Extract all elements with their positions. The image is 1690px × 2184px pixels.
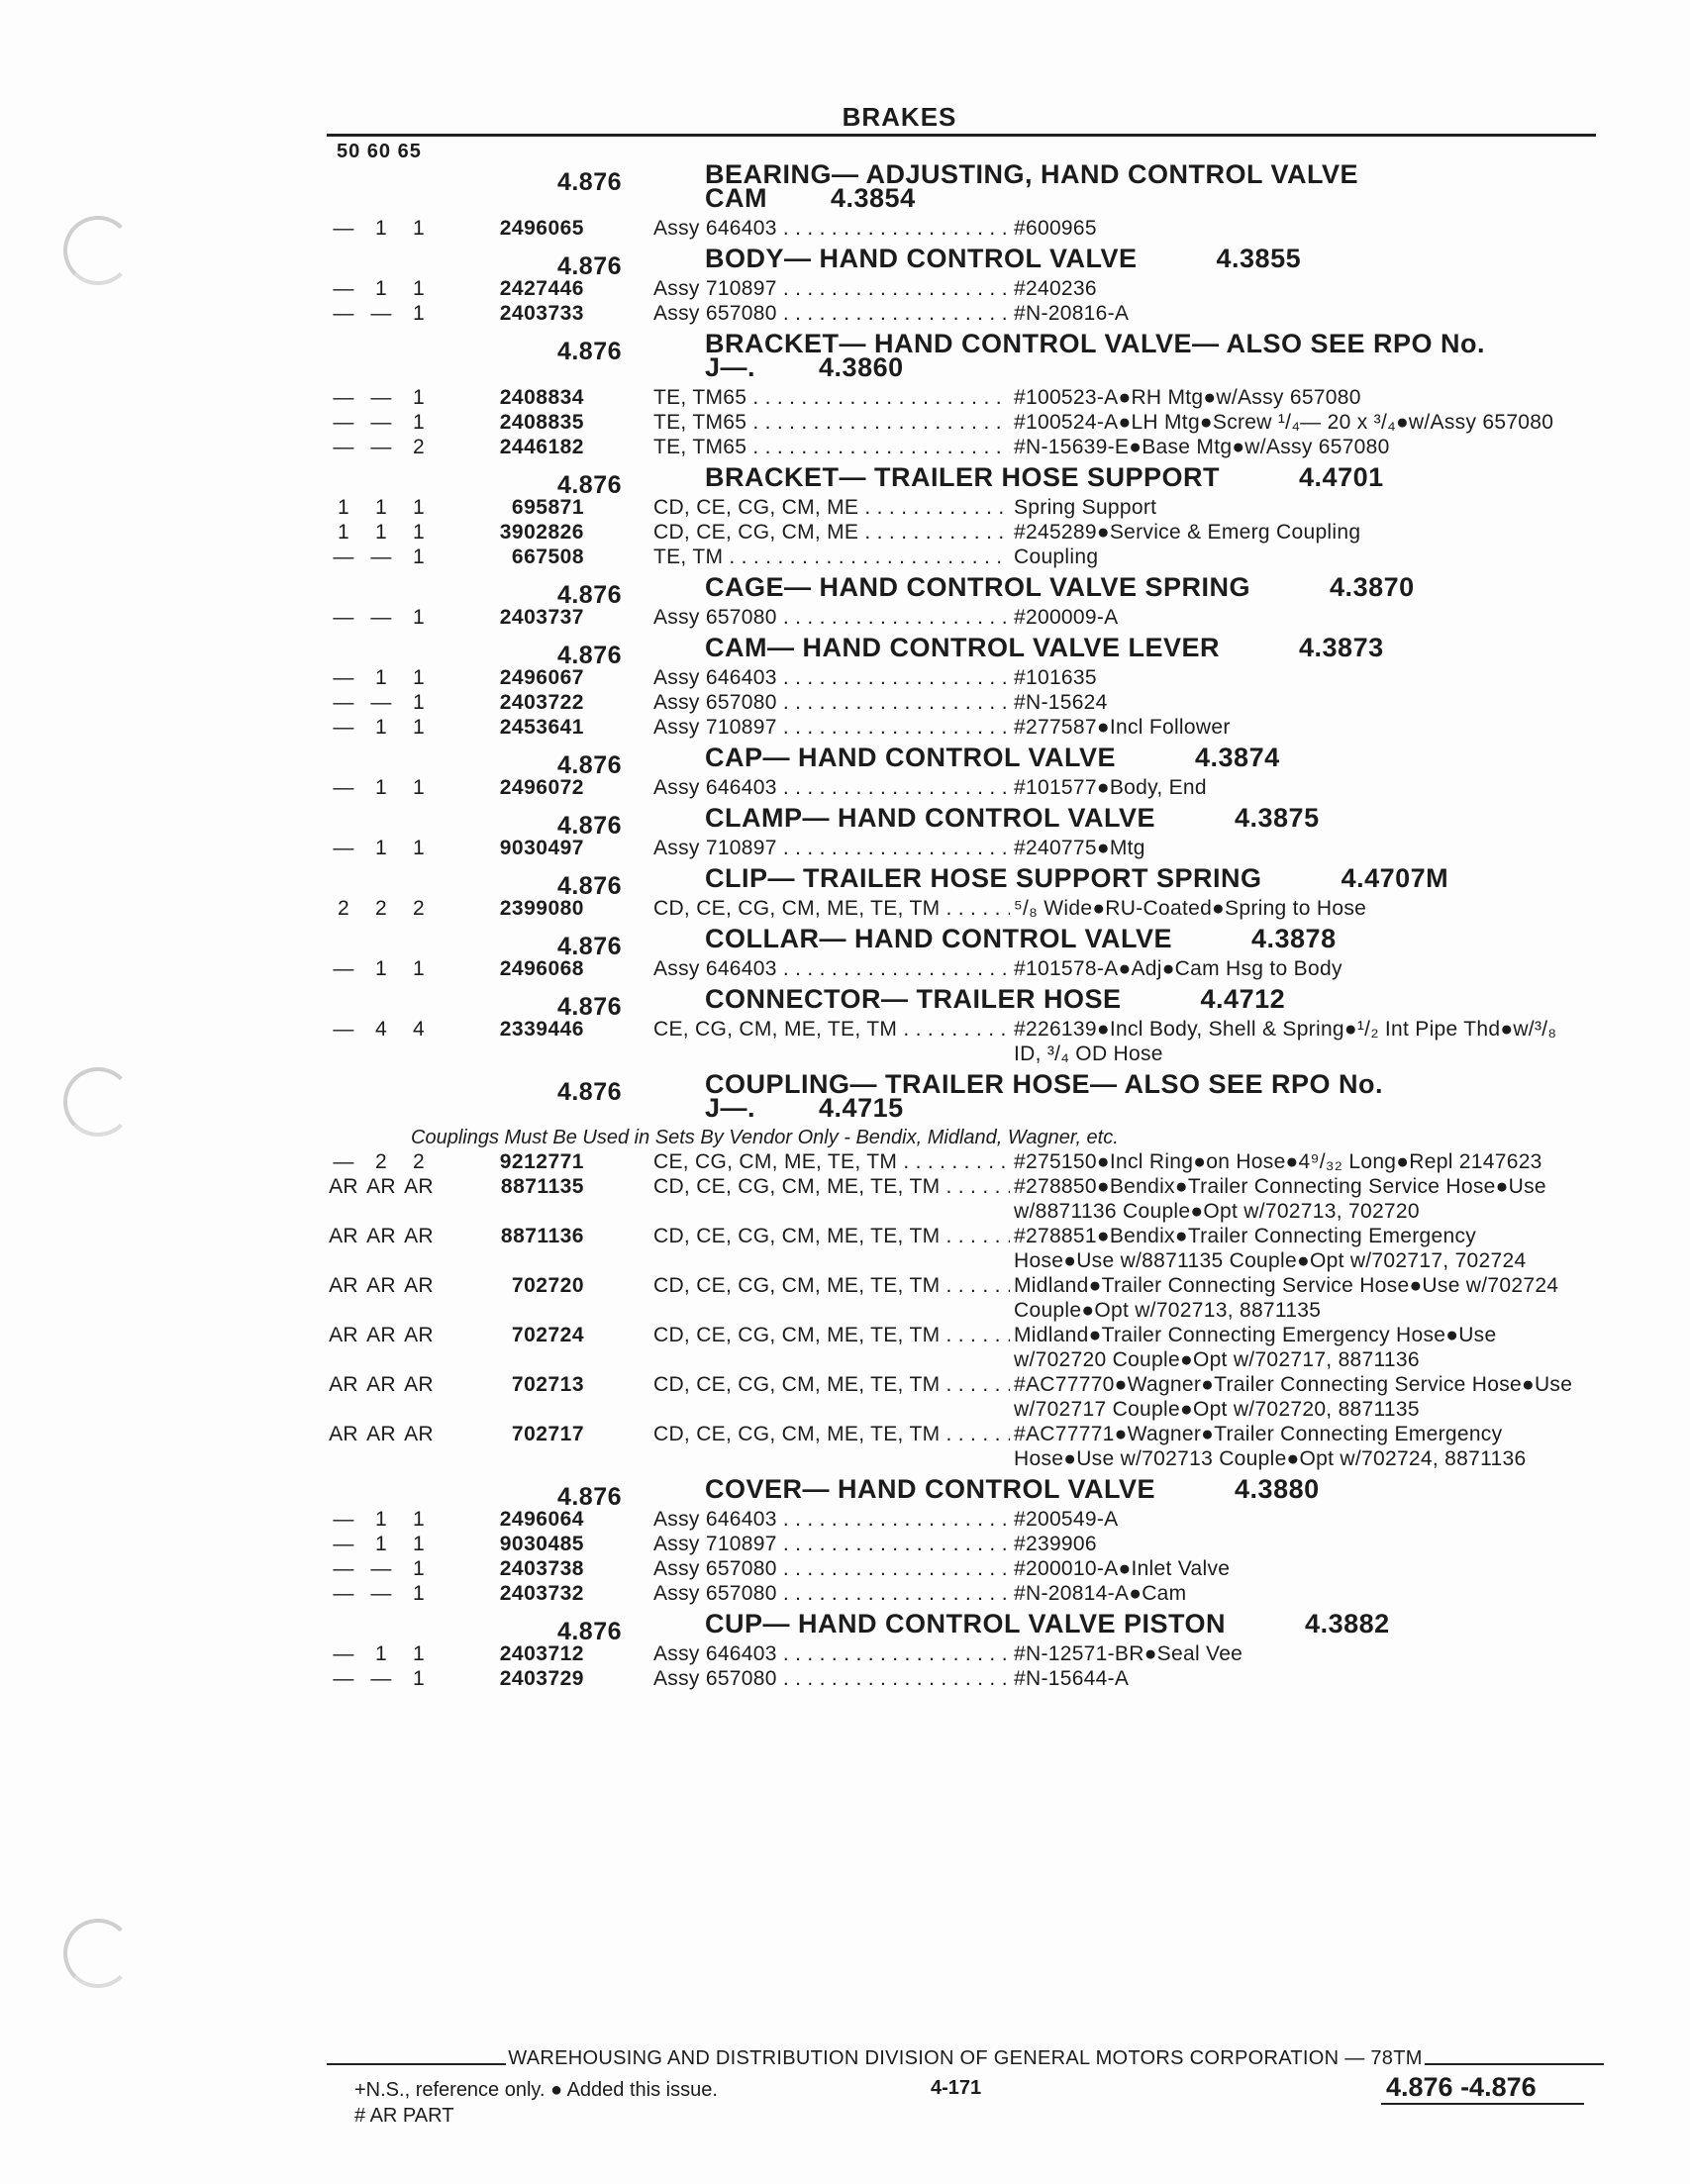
year-65-qty: AR <box>404 1324 434 1346</box>
year-65-qty: 1 <box>413 666 425 689</box>
year-65-qty: 4 <box>413 1018 425 1041</box>
year-60-qty: — <box>370 302 392 325</box>
section-title: CONNECTOR— TRAILER HOSE 4.4712 <box>705 984 1286 1014</box>
part-application: CD, CE, CG, CM, ME . . . <box>653 495 1010 520</box>
part-application: Assy 657080 . . . <box>653 605 1010 630</box>
part-number: 2427446 <box>499 277 584 300</box>
part-row <box>327 690 1604 715</box>
section-code: 4.876 <box>556 993 622 1021</box>
part-application: CD, CE, CG, CM, ME, TE, TM . . . <box>653 1273 1010 1323</box>
part-row <box>327 301 1604 326</box>
part-row <box>327 495 1604 520</box>
year-60-qty: 1 <box>375 521 387 544</box>
year-65-qty: 1 <box>413 1508 425 1531</box>
year-60-qty: 1 <box>375 217 387 240</box>
year-50-qty: — <box>333 1533 354 1555</box>
binder-hole-top <box>63 216 133 285</box>
part-row <box>327 1422 1604 1471</box>
section-title: BEARING— ADJUSTING, HAND CONTROL VALVE CAM 4.3854 <box>705 159 1359 213</box>
model-years-header: 50 60 65 <box>337 141 422 162</box>
part-row <box>327 1666 1604 1691</box>
year-60-qty: 1 <box>375 277 387 300</box>
section-header <box>327 803 1604 840</box>
section-header <box>327 462 1604 499</box>
part-note: #240236 <box>1014 277 1097 300</box>
part-note: Spring Support <box>1014 496 1157 519</box>
part-note: #N-15624 <box>1014 691 1108 714</box>
section-code: 4.876 <box>556 471 622 499</box>
section-header <box>327 572 1604 609</box>
year-50-qty: — <box>333 1667 354 1690</box>
year-60-qty: 1 <box>375 837 387 859</box>
section-title: BRACKET— TRAILER HOSE SUPPORT 4.4701 <box>705 462 1384 492</box>
year-65-qty: 1 <box>413 1557 425 1580</box>
part-number: 2403733 <box>499 302 584 325</box>
footer-line <box>327 2047 1604 2070</box>
binder-hole-middle <box>63 1067 133 1137</box>
page-number: 4-171 <box>931 2077 982 2099</box>
year-50-qty: AR <box>329 1175 358 1198</box>
year-60-qty: 2 <box>375 1150 387 1173</box>
year-50-qty: — <box>333 217 354 240</box>
part-row <box>327 1017 1604 1066</box>
year-65-qty: 1 <box>413 496 425 519</box>
year-50-qty: — <box>333 606 354 629</box>
part-number: 9212771 <box>499 1150 584 1173</box>
year-50-qty: 1 <box>338 521 349 544</box>
page-range: 4.876 -4.876 <box>1386 2072 1537 2102</box>
year-65-qty: 1 <box>413 716 425 739</box>
part-note: Coupling <box>1014 546 1099 568</box>
part-number: 695871 <box>511 496 584 519</box>
year-65-qty: 1 <box>413 691 425 714</box>
year-60-qty: — <box>370 436 392 458</box>
part-row <box>327 1323 1604 1372</box>
year-50-qty: — <box>333 302 354 325</box>
year-60-qty: AR <box>366 1423 396 1445</box>
part-row <box>327 1224 1604 1273</box>
section-title: CLIP— TRAILER HOSE SUPPORT SPRING 4.4707M <box>705 863 1449 893</box>
legend-line-2: # AR PART <box>354 2105 454 2127</box>
part-row <box>327 1581 1604 1606</box>
year-65-qty: 1 <box>413 277 425 300</box>
part-number: 702713 <box>511 1373 584 1396</box>
year-65-qty: 1 <box>413 521 425 544</box>
year-60-qty: — <box>370 546 392 568</box>
year-50-qty: — <box>333 1508 354 1531</box>
section-title: BRACKET— HAND CONTROL VALVE— ALSO SEE RPO No. J—. 4.3860 <box>705 329 1486 382</box>
section-title: CAGE— HAND CONTROL VALVE SPRING 4.3870 <box>705 572 1415 602</box>
year-60-qty: — <box>370 411 392 434</box>
part-number: 2403729 <box>499 1667 584 1690</box>
part-row <box>327 775 1604 800</box>
year-65-qty: 2 <box>413 1150 425 1173</box>
year-60-qty: 1 <box>375 496 387 519</box>
year-50-qty: — <box>333 1642 354 1665</box>
part-row <box>327 1532 1604 1556</box>
year-60-qty: 1 <box>375 1508 387 1531</box>
part-number: 702717 <box>511 1423 584 1445</box>
part-number: 2408834 <box>499 386 584 409</box>
part-note: #100523-A●RH Mtg●w/Assy 657080 <box>1014 386 1361 409</box>
part-application: Assy 710897 . . . <box>653 276 1010 301</box>
part-number: 2403738 <box>499 1557 584 1580</box>
part-note: Midland●Trailer Connecting Service Hose●Use w/702724 Couple●Opt w/702713, 8871135 <box>1014 1274 1559 1322</box>
part-note: #278851●Bendix●Trailer Connecting Emergency Hose●Use w/8871135 Couple●Opt w/702717, 702724 <box>1014 1225 1527 1272</box>
part-note: #AC77770●Wagner●Trailer Connecting Service Hose●Use w/702717 Couple●Opt w/702720, 8871135 <box>1014 1373 1573 1421</box>
part-number: 2403712 <box>499 1642 584 1665</box>
part-note: #239906 <box>1014 1533 1097 1555</box>
footer-rule-right <box>1425 2063 1604 2065</box>
year-65-qty: 1 <box>413 837 425 859</box>
part-number: 9030497 <box>499 837 584 859</box>
part-row <box>327 435 1604 459</box>
section-code: 4.876 <box>556 338 622 365</box>
part-note: Midland●Trailer Connecting Emergency Hose●Use w/702720 Couple●Opt w/702717, 8871136 <box>1014 1324 1497 1371</box>
section-header <box>327 244 1604 280</box>
year-65-qty: 1 <box>413 411 425 434</box>
section-code: 4.876 <box>556 168 622 196</box>
part-application: CD, CE, CG, CM, ME . . . <box>653 520 1010 545</box>
section-title: COVER— HAND CONTROL VALVE 4.3880 <box>705 1474 1320 1504</box>
year-65-qty: AR <box>404 1225 434 1247</box>
part-number: 2496072 <box>499 776 584 799</box>
year-50-qty: AR <box>329 1324 358 1346</box>
part-note: #N-12571-BR●Seal Vee <box>1014 1642 1243 1665</box>
part-application: CD, CE, CG, CM, ME, TE, TM . . . <box>653 1174 1010 1224</box>
section-title: CAP— HAND CONTROL VALVE 4.3874 <box>705 743 1280 772</box>
part-application: TE, TM . . . <box>653 545 1010 569</box>
year-65-qty: 2 <box>413 436 425 458</box>
part-application: CD, CE, CG, CM, ME, TE, TM . . . <box>653 1422 1010 1471</box>
year-50-qty: — <box>333 1018 354 1041</box>
part-application: Assy 646403 . . . <box>653 665 1010 690</box>
year-50-qty: — <box>333 691 354 714</box>
year-60-qty: — <box>370 1557 392 1580</box>
part-number: 3902826 <box>499 521 584 544</box>
part-row <box>327 1641 1604 1666</box>
section-header <box>327 863 1604 900</box>
section-code: 4.876 <box>556 642 622 669</box>
year-60-qty: AR <box>366 1225 396 1247</box>
year-65-qty: AR <box>404 1423 434 1445</box>
year-65-qty: 1 <box>413 302 425 325</box>
part-note: ⁵/₈ Wide●RU-Coated●Spring to Hose <box>1014 897 1367 920</box>
year-50-qty: AR <box>329 1274 358 1297</box>
year-60-qty: — <box>370 1667 392 1690</box>
year-50-qty: — <box>333 411 354 434</box>
part-application: Assy 657080 . . . <box>653 1581 1010 1606</box>
part-note: #101635 <box>1014 666 1097 689</box>
part-row <box>327 1507 1604 1532</box>
part-number: 2403737 <box>499 606 584 629</box>
year-65-qty: 1 <box>413 1667 425 1690</box>
section-title: CLAMP— HAND CONTROL VALVE 4.3875 <box>705 803 1320 833</box>
part-number: 2399080 <box>499 897 584 920</box>
year-60-qty: 1 <box>375 957 387 980</box>
legend-line-1: +N.S., reference only. ● Added this issue. <box>354 2079 718 2101</box>
section-header <box>327 924 1604 960</box>
section-code: 4.876 <box>556 812 622 840</box>
part-application: TE, TM65 . . . <box>653 435 1010 459</box>
section-title: COUPLING— TRAILER HOSE— ALSO SEE RPO No. J—. 4.4715 <box>705 1069 1384 1123</box>
part-note: #N-15644-A <box>1014 1667 1130 1690</box>
year-60-qty: 1 <box>375 666 387 689</box>
part-note: #600965 <box>1014 217 1097 240</box>
section-code: 4.876 <box>556 1078 622 1106</box>
section-note: Couplings Must Be Used in Sets By Vendor Only - Bendix, Midland, Wagner, etc. <box>411 1127 1119 1148</box>
part-number: 2339446 <box>499 1018 584 1041</box>
part-application: Assy 646403 . . . <box>653 1507 1010 1532</box>
year-60-qty: AR <box>366 1274 396 1297</box>
part-note: #101578-A●Adj●Cam Hsg to Body <box>1014 957 1342 980</box>
year-65-qty: 1 <box>413 1582 425 1605</box>
part-number: 2496067 <box>499 666 584 689</box>
part-row <box>327 1273 1604 1323</box>
part-row <box>327 1556 1604 1581</box>
year-65-qty: 1 <box>413 606 425 629</box>
year-65-qty: 1 <box>413 546 425 568</box>
part-row <box>327 956 1604 981</box>
year-60-qty: — <box>370 691 392 714</box>
part-application: CD, CE, CG, CM, ME, TE, TM . . . <box>653 1224 1010 1273</box>
part-number: 9030485 <box>499 1533 584 1555</box>
part-note: #200009-A <box>1014 606 1119 629</box>
part-application: Assy 657080 . . . <box>653 1666 1010 1691</box>
part-row <box>327 836 1604 860</box>
section-code: 4.876 <box>556 1483 622 1511</box>
year-60-qty: 1 <box>375 776 387 799</box>
part-application: CD, CE, CG, CM, ME, TE, TM . . . <box>653 1372 1010 1422</box>
part-application: Assy 646403 . . . <box>653 956 1010 981</box>
year-65-qty: 2 <box>413 897 425 920</box>
page-title: BRAKES <box>842 102 957 132</box>
year-50-qty: — <box>333 1150 354 1173</box>
year-65-qty: AR <box>404 1373 434 1396</box>
year-50-qty: — <box>333 957 354 980</box>
year-50-qty: — <box>333 386 354 409</box>
part-number: 2408835 <box>499 411 584 434</box>
part-number: 702720 <box>511 1274 584 1297</box>
part-number: 667508 <box>511 546 584 568</box>
part-row <box>327 715 1604 740</box>
section-title: COLLAR— HAND CONTROL VALVE 4.3878 <box>705 924 1337 953</box>
part-row <box>327 276 1604 301</box>
part-application: TE, TM65 . . . <box>653 410 1010 435</box>
part-application: Assy 710897 . . . <box>653 836 1010 860</box>
part-application: Assy 646403 . . . <box>653 1641 1010 1666</box>
year-65-qty: 1 <box>413 386 425 409</box>
part-note: #101577●Body, End <box>1014 776 1207 799</box>
year-50-qty: — <box>333 716 354 739</box>
year-50-qty: — <box>333 277 354 300</box>
part-row <box>327 520 1604 545</box>
section-code: 4.876 <box>556 581 622 609</box>
part-application: Assy 657080 . . . <box>653 1556 1010 1581</box>
part-row <box>327 410 1604 435</box>
year-50-qty: — <box>333 1582 354 1605</box>
year-50-qty: 2 <box>338 897 349 920</box>
part-note: #N-20814-A●Cam <box>1014 1582 1187 1605</box>
section-header <box>327 159 1604 213</box>
year-60-qty: 1 <box>375 1642 387 1665</box>
part-row <box>327 896 1604 921</box>
part-note: #277587●Incl Follower <box>1014 716 1231 739</box>
year-50-qty: AR <box>329 1373 358 1396</box>
year-50-qty: — <box>333 776 354 799</box>
section-header <box>327 633 1604 669</box>
year-60-qty: 1 <box>375 716 387 739</box>
part-row <box>327 605 1604 630</box>
year-50-qty: — <box>333 666 354 689</box>
part-note: #245289●Service & Emerg Coupling <box>1014 521 1361 544</box>
part-row <box>327 216 1604 241</box>
section-code: 4.876 <box>556 872 622 900</box>
part-note: #275150●Incl Ring●on Hose●4⁹/₃₂ Long●Repl 2147623 <box>1014 1150 1542 1173</box>
section-header <box>327 1069 1604 1123</box>
section-code: 4.876 <box>556 252 622 280</box>
part-row <box>327 1174 1604 1224</box>
part-note: #200010-A●Inlet Valve <box>1014 1557 1231 1580</box>
part-number: 8871135 <box>500 1175 584 1198</box>
year-50-qty: AR <box>329 1423 358 1445</box>
section-header <box>327 984 1604 1021</box>
year-50-qty: AR <box>329 1225 358 1247</box>
part-number: 2403732 <box>499 1582 584 1605</box>
part-row <box>327 385 1604 410</box>
part-application: Assy 657080 . . . <box>653 690 1010 715</box>
year-60-qty: — <box>370 386 392 409</box>
parts-list <box>327 159 1604 1691</box>
footer-rule-left <box>327 2063 506 2065</box>
year-60-qty: AR <box>366 1373 396 1396</box>
part-application: Assy 646403 . . . <box>653 775 1010 800</box>
part-application: CD, CE, CG, CM, ME, TE, TM . . . <box>653 1323 1010 1372</box>
year-60-qty: — <box>370 606 392 629</box>
legend <box>354 2077 718 2129</box>
part-application: Assy 710897 . . . <box>653 1532 1010 1556</box>
section-header <box>327 329 1604 382</box>
footer-text: WAREHOUSING AND DISTRIBUTION DIVISION OF GENERAL MOTORS CORPORATION — 78TM <box>508 2047 1423 2069</box>
binder-hole-bottom <box>63 1919 133 1988</box>
part-application: Assy 710897 . . . <box>653 715 1010 740</box>
section-code: 4.876 <box>556 1618 622 1645</box>
part-note: #240775●Mtg <box>1014 837 1145 859</box>
part-note: #N-15639-E●Base Mtg●w/Assy 657080 <box>1014 436 1390 458</box>
part-number: 2496064 <box>499 1508 584 1531</box>
year-50-qty: 1 <box>338 496 349 519</box>
part-note: #278850●Bendix●Trailer Connecting Service Hose●Use w/8871136 Couple●Opt w/702713, 702720 <box>1014 1175 1546 1223</box>
section-title: BODY— HAND CONTROL VALVE 4.3855 <box>705 244 1302 273</box>
year-60-qty: 1 <box>375 1533 387 1555</box>
part-application: Assy 657080 . . . <box>653 301 1010 326</box>
part-number: 702724 <box>511 1324 584 1346</box>
part-note: #100524-A●LH Mtg●Screw ¹/₄— 20 x ³/₄●w/Assy 657080 <box>1014 411 1554 434</box>
part-application: Assy 646403 . . . <box>653 216 1010 241</box>
part-number: 8871136 <box>500 1225 584 1247</box>
part-note: #226139●Incl Body, Shell & Spring●¹/₂ Int Pipe Thd●w/³/₈ ID, ³/₄ OD Hose <box>1014 1018 1557 1065</box>
page-range-rule <box>1381 2103 1584 2105</box>
year-65-qty: 1 <box>413 1533 425 1555</box>
part-number: 2446182 <box>499 436 584 458</box>
part-application: TE, TM65 . . . <box>653 385 1010 410</box>
section-title: CUP— HAND CONTROL VALVE PISTON 4.3882 <box>705 1609 1390 1638</box>
year-65-qty: AR <box>404 1175 434 1198</box>
year-50-qty: — <box>333 837 354 859</box>
section-header <box>327 1474 1604 1511</box>
part-application: CE, CG, CM, ME, TE, TM . . . <box>653 1149 1010 1174</box>
year-60-qty: 2 <box>375 897 387 920</box>
part-note: #200549-A <box>1014 1508 1119 1531</box>
header-rule <box>327 134 1596 137</box>
year-65-qty: 1 <box>413 217 425 240</box>
year-65-qty: 1 <box>413 1642 425 1665</box>
year-50-qty: — <box>333 436 354 458</box>
part-application: CD, CE, CG, CM, ME, TE, TM . . . <box>653 896 1010 921</box>
part-note: #AC77771●Wagner●Trailer Connecting Emergency Hose●Use w/702713 Couple●Opt w/702724, 8871136 <box>1014 1423 1527 1470</box>
part-note: #N-20816-A <box>1014 302 1130 325</box>
part-number: 2403722 <box>499 691 584 714</box>
part-row <box>327 1372 1604 1422</box>
section-header <box>327 743 1604 779</box>
year-65-qty: 1 <box>413 776 425 799</box>
year-65-qty: 1 <box>413 957 425 980</box>
part-row <box>327 545 1604 569</box>
year-65-qty: AR <box>404 1274 434 1297</box>
part-number: 2496068 <box>499 957 584 980</box>
part-number: 2453641 <box>499 716 584 739</box>
year-60-qty: 4 <box>375 1018 387 1041</box>
year-60-qty: AR <box>366 1324 396 1346</box>
part-application: CE, CG, CM, ME, TE, TM . . . <box>653 1017 1010 1066</box>
year-50-qty: — <box>333 546 354 568</box>
section-title: CAM— HAND CONTROL VALVE LEVER 4.3873 <box>705 633 1384 662</box>
year-60-qty: AR <box>366 1175 396 1198</box>
section-code: 4.876 <box>556 751 622 779</box>
part-row <box>327 665 1604 690</box>
part-number: 2496065 <box>499 217 584 240</box>
year-50-qty: — <box>333 1557 354 1580</box>
part-row <box>327 1149 1604 1174</box>
section-header <box>327 1609 1604 1645</box>
section-code: 4.876 <box>556 933 622 960</box>
year-60-qty: — <box>370 1582 392 1605</box>
